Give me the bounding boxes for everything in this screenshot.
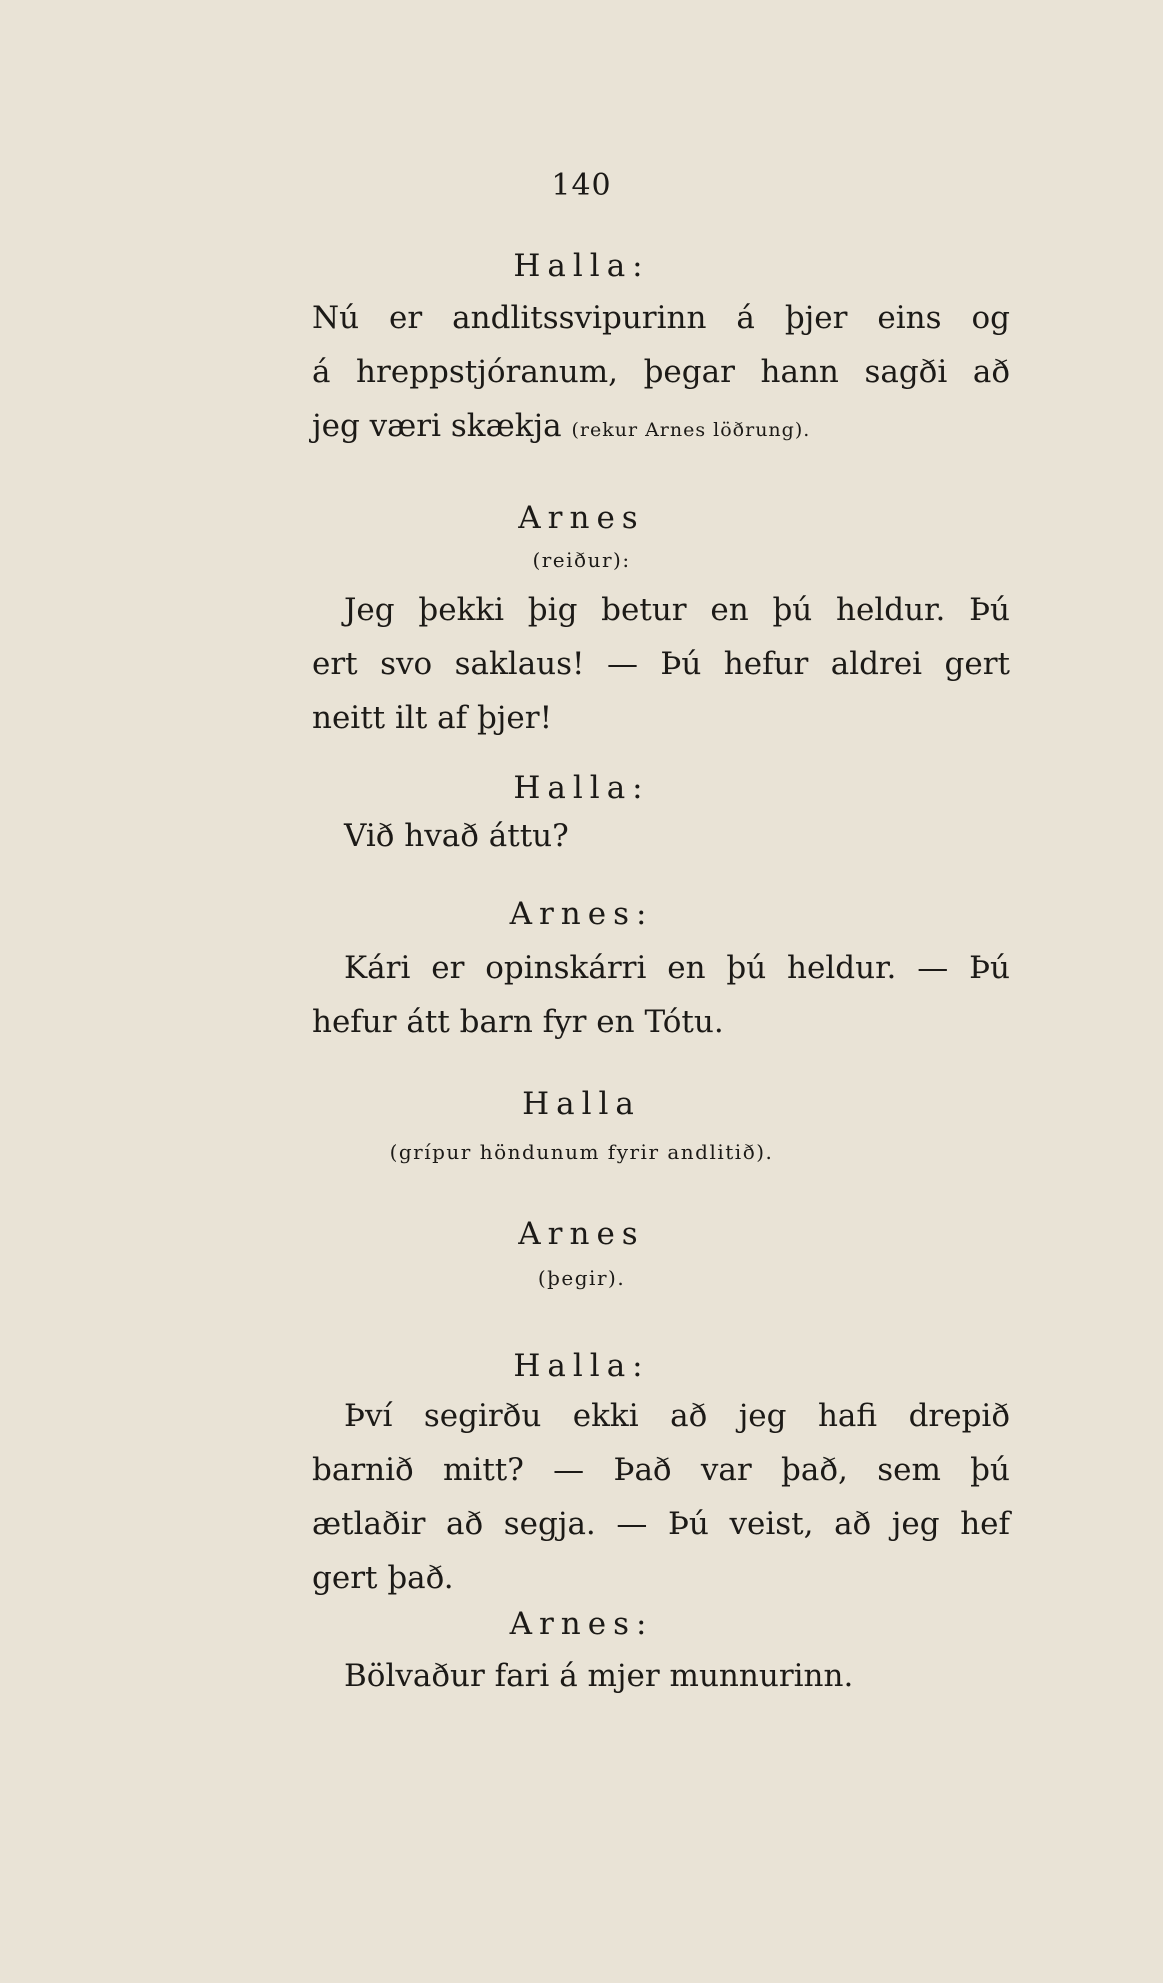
dialogue-line: barnið mitt? — Það var það, sem þú [312,1452,1010,1488]
dialogue-line: ert svo saklaus! — Þú hefur aldrei gert [312,646,1010,682]
dialogue-line [312,408,810,444]
dialogue-line: neitt ilt af þjer! [312,700,553,736]
dialogue-line: Nú er andlitssvipurinn á þjer eins og [312,300,1010,336]
stage-direction: (reiður): [532,548,631,572]
dialogue-line: gert það. [312,1560,454,1596]
stage-direction: (þegir). [537,1266,626,1290]
page-number: 140 [551,168,612,203]
dialogue-line: Bölvaður fari á mjer munnurinn. [344,1658,854,1694]
speaker-name: Halla: [513,770,650,806]
dialogue-line: Kári er opinskárri en þú heldur. — Þú [344,950,1010,986]
dialogue-text: jeg væri skækja [312,408,562,444]
speaker-name: Halla: [513,248,650,284]
speaker-name: Arnes: [509,896,654,932]
dialogue-line: á hreppstjóranum, þegar hann sagði að [312,354,1010,390]
speaker-name: Arnes: [509,1606,654,1642]
dialogue-line: Við hvað áttu? [344,818,569,854]
dialogue-line: ætlaðir að segja. — Þú veist, að jeg hef [312,1506,1010,1542]
stage-direction: (grípur höndunum fyrir andlitið). [389,1140,774,1164]
dialogue-line: Jeg þekki þig betur en þú heldur. Þú [344,592,1010,628]
speaker-name: Arnes [518,500,645,536]
speaker-name: Halla: [513,1348,650,1384]
stage-direction: (rekur Arnes löðrung). [571,419,811,441]
speaker-name: Halla [522,1086,641,1122]
dialogue-line: hefur átt barn fyr en Tótu. [312,1004,724,1040]
dialogue-line: Því segirðu ekki að jeg hafi drepið [344,1398,1010,1434]
speaker-name: Arnes [518,1216,645,1252]
